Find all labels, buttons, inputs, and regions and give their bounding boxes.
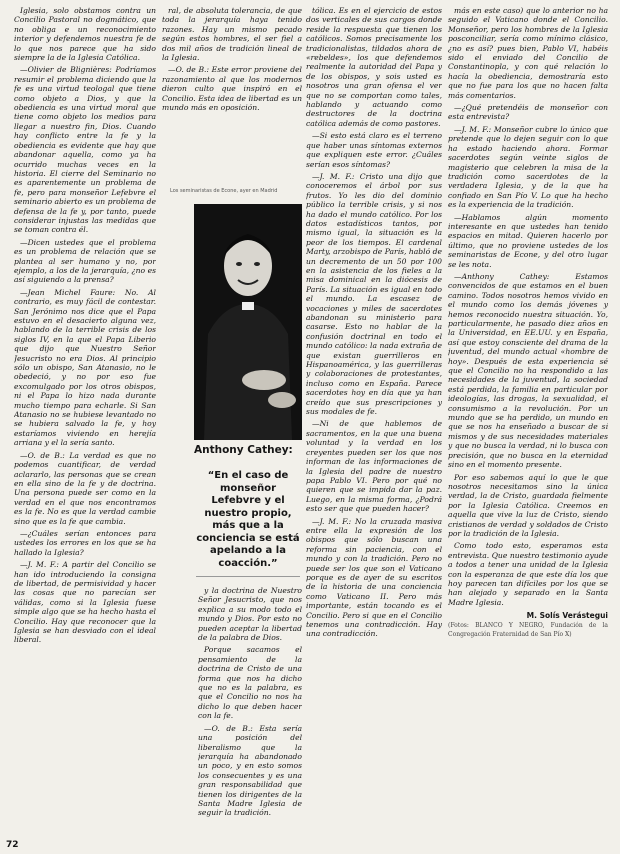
paragraph: —¿Qué pretendéis de monseñor con esta entrevista? [448, 103, 608, 122]
paragraph: —Hablamos algún momento interesante en que ustedes han tenido espacios en mitad. Quieren hacerlo por último, que no proviene ustedes de los seminaristas de Econe, y del otro lugar se les nota. [448, 212, 608, 269]
paragraph: más en este caso) que lo anterior no ha seguido el Vaticano donde el Concilio. Monseñor, pero los hombres de la Iglesia posconciliar, sería como mínimo clásico, ¿no es así? pues bien, Pablo VI, habéis sido el enviado del Concilio de Constantinopla, y con qué relación lo hacía la obediencia, demostraría esto que no fue para los que no hacen falta más comentarios. [448, 6, 608, 100]
text-column-2-top [162, 6, 302, 186]
paragraph: Por eso sabemos aquí lo que le que nosotros necesitamos sino la única verdad, la de Cristo, guardada fielmente por la Iglesia Católica. Creemos en aquella que vive la luz de Cristo, siendo cristianos de verdad y soldados de Cristo por la tradición de la Iglesia. [448, 472, 608, 538]
text-column-1 [14, 6, 156, 842]
paragraph: —Olivier de Blignières: Podríamos resumir el problema diciendo que la fe es una virtud teologal que tiene como objeto a Dios, y que la obediencia es una virtud moral que tiene como objeto los medios para llegar a nuestro fin, Dios. Cuando hay conflicto entre la fe y la obediencia es evidente que hay que abandonar aquella, como ya ha ocurrido muchas veces en la historia. El cierre del Seminario no es aparentemente un problema de fe, pero para monseñor Lefebvre el seminario abierto es un problema de defensa de la fe y, por tanto, puede considerar injustas las medidas que se toman contra él. [14, 65, 156, 235]
paragraph: ral, de absoluta tolerancia, de que toda la jerarquía haya tenido razones. Hay un mismo pecado según estos hombres, el ser fiel a dos mil años de tradición lineal de la Iglesia. [162, 6, 302, 63]
pull-quote: “En el caso de monseñor Lefebvre y el nuestro propio, más que a la conciencia se está apelando a la coacción.” [196, 470, 300, 569]
portrait-photo [194, 204, 302, 440]
paragraph: —Anthony Cathey: Estamos convencidos de que estamos en el buen camino. Todos nosotros hemos vivido en el mundo como los demás jóvenes y hemos reconocido nuestra situación. Yo, particularmente, he pasado diez años en la Universidad, en EE.UU. y en España, así que estoy consciente del drama de la juventud, del mundo actual «hombre de hoy». Después de esta experiencia sé que el Concilio no ha respondido a las necesidades de la juventud, la sociedad está perdida, la familia en particular por ideologías, las drogas, la sexualidad, el consumismo a la revolución. Por un mundo que se ha perdido, un mundo en que se nos ha enseñado a buscar de sí mismos y de sus necesidades materiales y que no busca la verdad, ni lo busca con precisión, que no busca en la eternidad sino en el momento presente. [448, 271, 608, 470]
paragraph: —J. M. F.: Monseñor cubre lo único que pretende que lo dejen seguir con lo que ha estado haciendo ahora. Formar sacerdotes según veinte siglos de magisterio que celebren la misa de la tradición como sacerdotes de la verdadera Iglesia, y de la que ha confiado en San Pío V. Lo que ha hecho es la experiencia de la tradición. [448, 124, 608, 210]
paragraph: —¿Cuáles serían entonces para ustedes los errores en los que se ha hallado la Iglesia? [14, 528, 156, 557]
paragraph: —O. de B.: Este error proviene del razonamiento al que los modernos dieron culto que inspiró en el Concilio. Esta idea de libertad es un mundo más en oposición. [162, 65, 302, 113]
paragraph: Iglesia, solo obstamos contra un Concilio Pastoral no dogmático, que no obliga e un reconocimiento interior y defendemos nuestra fe de lo que nos parece que ha sido siempre la de la Iglesia Católica. [14, 6, 156, 63]
paragraph: —Jean Michel Faure: No. Al contrario, es muy fácil de contestar. San Jerónimo nos dice que el Papa estuvo en el desacierto alguna vez, hablando de la terrible crisis de los siglos IV, en la que el Papa Liberio que dijo que Nuestro Señor Jesucristo no era Dios. Al principio sólo un obispo, San Atanasio, no le obedeció, y no por eso fue excomulgado por los otros obispos, ni el Papa lo hizo nada durante mucho tiempo para echarle. Si San Atanasio no se hubiese levantado no se hubiera salvado la fe, y hoy estaríamos viviendo en herejía arriana y el la sería santo. [14, 287, 156, 448]
photo-credit: (Fotos: BLANCO Y NEGRO, Fundación de la Congregación Fraternidad de San Pío X) [448, 621, 608, 638]
paragraph: —J. M. F.: No la cruzada masiva entre ella la expresión de los obispos que sólo buscan una reforma sin paciencia, con el mundo y con la tradición. Pero no puede ser los que son el Vaticano porque es de ayer de su escritos de la historia de una conciencia como Vaticano II. Pero más importante, están tocando es el Concilio. Pero si que en el Concilio tenemos una contradicción. Hay una contradicción. [306, 516, 442, 639]
photo-caption: Los seminaristas de Econe, ayer en Madrid [170, 188, 278, 194]
paragraph: —J. M. F.: A partir del Concilio se han ido introduciendo la consigna de libertad, de permisividad y hacer las cosas que no parecían ser válidas, como si la Iglesia fuese simple algo que se ha hecho hasta el Concilio. Hay que reconocer que la Iglesia se han desviado con el ideal liberal. [14, 560, 156, 645]
text-column-3 [306, 6, 442, 842]
paragraph: —O. de B.: La verdad es que no podemos cuantificar, de verdad aclararlo, las personas que se crean en ella sino de la fe y de doctrina. Una persona puede ser como en la verdad en el que nos encontramos es la fe. No es que la verdad cambie sino que es la fe que cambia. [14, 450, 156, 526]
paragraph: —O. de B.: Esta sería una posición del liberalismo que la jerarquía ha abandonado un poco, y en esto somos los consecuentes y es una gran responsabilidad que tienen los dirigentes de la Santa Madre Iglesia de seguir la tradición. [198, 723, 302, 818]
portrait-illustration [194, 204, 302, 440]
paragraph: —Si esto está claro es el terreno que haber unas síntomas externos que expliquen este error. ¿Cuáles serían esos síntomas? [306, 131, 442, 169]
paragraph: Porque sacamos el pensamiento de la doctrina de Cristo de una forma que nos ha dicho que no es la palabra, es que el Concilio no nos ha dicho lo que deben hacer con la fe. [198, 645, 302, 721]
paragraph: —Ni de que hablemos de sacramentos, en la que una buena voluntad y la verdad en los creyentes pueden ser los que nos informan de las informaciones de la Iglesia del padre de nuestro papa Pablo VI. Pero por qué no quieren que se impida dar la paz. Luego, en la misma forma, ¿Podrá esto ser que que pueden hacer? [306, 419, 442, 514]
paragraph: —Dicen ustedes que el problema es un problema de relación que se plantea al ser humano y no, por ejemplo, a los de la jerarquía, ¿no es así siguiendo a la prensa? [14, 237, 156, 285]
photo-subject-name: Anthony Cathey: [194, 444, 293, 456]
text-column-4 [448, 6, 608, 842]
author-signature: M. Solís Verástegui [526, 611, 608, 621]
paragraph: —J. M. F.: Cristo una dijo que conoceremos el árbol por sus frutos. Yo les dio del dominio público la terrible crisis, y si nos ha dado el mundo católico. Por los datos estadísticos tantos, por mismo igual, la situación es la peor de los tiempos. El cardenal Marty, arzobispo de París, habló de un decremento de un 50 por 100 en la asistencia de los fieles a la misa dominical en la diócesis de París. La situación es igual en todo el mundo. La escasez de vocaciones y miles de sacerdotes abandonan su ministerio para casarse. Esto no hablar de la confusión doctrinal en todo el mundo católico: la nada extraña de que existan guerrilleros en Hispanoamérica, y las guerrilleras y colaboraciones de protestantes, incluso como en España. Parece sacerdotes hoy en día que ya han creído que sus prescripciones y sus modales de fe. [306, 171, 442, 417]
pull-quote-divider [196, 576, 300, 577]
paragraph: tólica. Es en el ejercicio de estos dos verticales de sus cargos donde reside la respuesta que tienen los católicos. Somos precisamente los tradicionalistas, tildados ahora de «rebeldes», los que defendemos realmente la autoridad del Papa y de los obispos, y sois usted es nosotros una gran ofensa el ver que no se comportan como tales, hablando y actuando como destructores de la doctrina católica además de como pastores. [306, 6, 442, 128]
paragraph: y la doctrina de Nuestro Señor Jesucristo, que nos explica a su modo todo el mundo y Dios. Por esto no pueden aceptar la libertad de la palabra de Dios. [198, 586, 302, 643]
page-number: 72 [6, 840, 19, 850]
paragraph: Como todo esto, esperamos esta entrevista. Que nuestro testimonio ayude a todos a tener una unidad de la Iglesia con la esperanza de que este día los que hoy parecen tan difíciles por los que se han alejado y separado en la Santa Madre Iglesia. [448, 541, 608, 607]
text-column-2-bottom [198, 586, 302, 841]
